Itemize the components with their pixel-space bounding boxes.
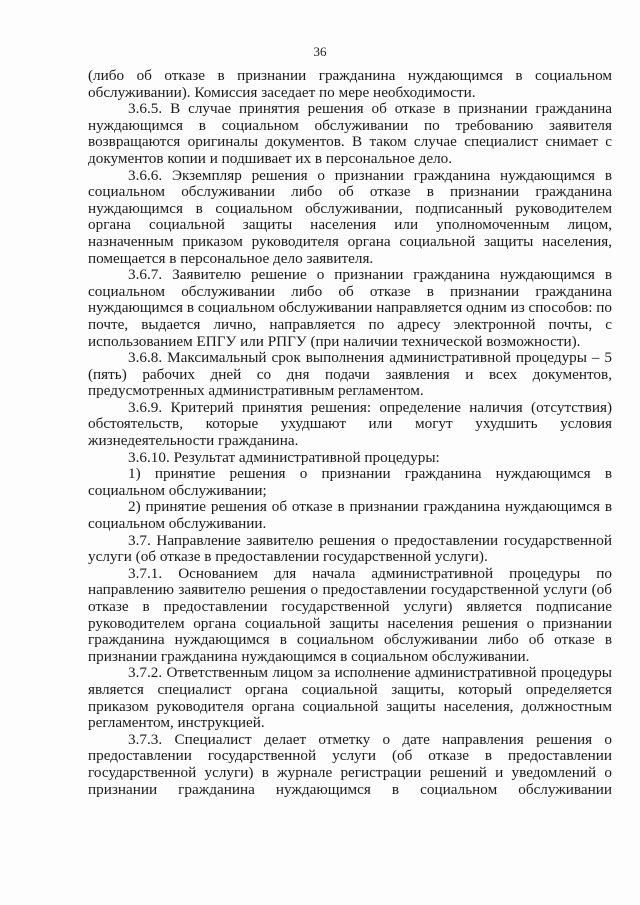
- paragraph-3-6-9: 3.6.9. Критерий принятия решения: определение наличия (отсутствия) обстоятельств, которые ухудшают или могут ухудшить условия жизнедеятельности гражданина.: [88, 398, 612, 450]
- paragraph-3-6-7: 3.6.7. Заявителю решение о признании гражданина нуждающимся в социальном обслуживании либо об отказе в признании гражданина нуждающимся в социальном обслуживании направляется одним из способов: по почте, выдается лично, направляется по адресу электронной почты, с использованием ЕПГУ или РПГУ (при наличии технической возможности).: [88, 266, 612, 350]
- paragraph-3-7-3: 3.7.3. Специалист делает отметку о дате направления решения о предоставлении государственной услуги (об отказе в предоставлении государственной услуги) в журнале регистрации решений и уведомлений о признании гражданина нуждающимся в социальном обслуживании: [88, 730, 612, 798]
- paragraph-3-6-6: 3.6.6. Экземпляр решения о признании гражданина нуждающимся в социальном обслуживании либо об отказе в признании гражданина нуждающимся в социальном обслуживании, подписанный руководителем органа социальной защиты населения или уполномоченным лицом, назначенным приказом руководителя органа социальной защиты населения, помещается в персональное дело заявителя.: [88, 166, 612, 267]
- list-item-1: 1) принятие решения о признании гражданина нуждающимся в социальном обслуживании;: [88, 465, 612, 499]
- document-body: [88, 68, 612, 798]
- paragraph-3-7-1: 3.7.1. Основанием для начала административной процедуры по направлению заявителю решения о предоставлении государственной услуги (об отказе в предоставлении государственной услуги) является подписание руководителем органа социальной защиты населения решения о признании гражданина нуждающимся в социальном обслуживании либо об отказе в признании гражданина нуждающимся в социальном обслуживании.: [88, 564, 612, 665]
- paragraph-3-6-5: 3.6.5. В случае принятия решения об отказе в признании гражданина нуждающимся в социальном обслуживании по требованию заявителя возвращаются оригиналы документов. В таком случае специалист снимает с документов копии и подшивает их в персональное дело.: [88, 100, 612, 167]
- list-item-2: 2) принятие решения об отказе в признании гражданина нуждающимся в социальном обслуживании.: [88, 498, 612, 533]
- paragraph-3-7-2: 3.7.2. Ответственным лицом за исполнение административной процедуры является специалист органа социальной защиты, который определяется приказом руководителя органа социальной защиты населения, должностным регламентом, инструкцией.: [88, 664, 612, 732]
- paragraph-3-6-8: 3.6.8. Максимальный срок выполнения административной процедуры – 5 (пять) рабочих дней со дня подачи заявления и всех документов, предусмотренных административным регламентом.: [88, 349, 612, 400]
- paragraph-3-6-10: 3.6.10. Результат административной процедуры:: [128, 448, 440, 466]
- page-number: 36: [313, 44, 327, 59]
- section-heading-3-7: 3.7. Направление заявителю решения о предоставлении государственной услуги (об отказе в предоставлении государственной услуги).: [88, 531, 612, 566]
- paragraph-continuation: (либо об отказе в признании гражданина нуждающимся в социальном обслуживании). Комиссия заседает по мере необходимости.: [88, 67, 612, 101]
